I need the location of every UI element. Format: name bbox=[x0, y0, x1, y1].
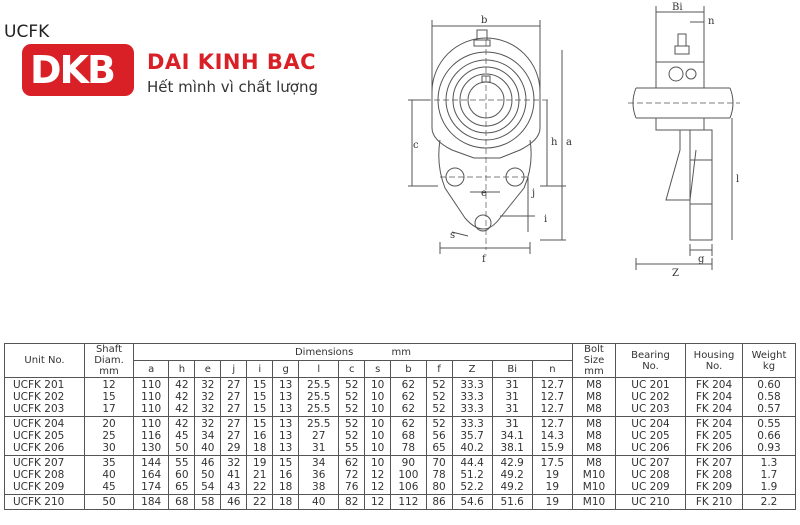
dimension-cell-j: 32 41 43 bbox=[221, 456, 247, 495]
dimension-cell-b: 90 100 106 bbox=[391, 456, 426, 495]
dimension-cell-g: 13 13 13 bbox=[273, 417, 299, 456]
shaft-diam-cell: 50 bbox=[85, 495, 134, 510]
header-dim-bi: Bi bbox=[492, 361, 532, 378]
dimension-cell-j: 46 bbox=[221, 495, 247, 510]
table-row-group bbox=[5, 495, 796, 510]
specification-table bbox=[4, 343, 796, 510]
front-view-drawing bbox=[408, 20, 566, 254]
shaft-diam-cell: 20 25 30 bbox=[85, 417, 134, 456]
dimension-cell-n: 12.7 14.3 15.9 bbox=[532, 417, 572, 456]
unit-no-cell: UCFK 207 UCFK 208 UCFK 209 bbox=[5, 456, 85, 495]
dimension-cell-i: 19 21 22 bbox=[247, 456, 273, 495]
housing-no-cell: FK 204 FK 205 FK 206 bbox=[686, 417, 743, 456]
dimension-cell-g: 18 bbox=[273, 495, 299, 510]
housing-no-cell: FK 210 bbox=[686, 495, 743, 510]
housing-no-cell: FK 207 FK 208 FK 209 bbox=[686, 456, 743, 495]
dimension-cell-a: 110 116 130 bbox=[134, 417, 169, 456]
header-dim-f: f bbox=[426, 361, 452, 378]
dimension-cell-bi: 51.6 bbox=[492, 495, 532, 510]
dimension-cell-e: 32 32 32 bbox=[195, 378, 221, 417]
dimension-cell-i: 15 16 18 bbox=[247, 417, 273, 456]
header-dim-a: a bbox=[134, 361, 169, 378]
bearing-no-cell: UC 210 bbox=[616, 495, 686, 510]
company-slogan: Hết mình vì chất lượng bbox=[147, 78, 319, 96]
dimension-cell-h: 55 60 65 bbox=[169, 456, 195, 495]
dimension-cell-bi: 42.9 49.2 49.2 bbox=[492, 456, 532, 495]
logo-text: DKB bbox=[30, 48, 114, 92]
dimension-cell-z: 44.4 51.2 52.2 bbox=[452, 456, 492, 495]
bearing-no-cell: UC 204 UC 205 UC 206 bbox=[616, 417, 686, 456]
dim-label-f: f bbox=[482, 254, 486, 265]
dimension-cell-f: 52 52 52 bbox=[426, 378, 452, 417]
bolt-size-cell: M8 M8 M8 bbox=[573, 378, 616, 417]
unit-no-cell: UCFK 204 UCFK 205 UCFK 206 bbox=[5, 417, 85, 456]
bolt-size-cell: M10 bbox=[573, 495, 616, 510]
dimension-cell-e: 46 50 54 bbox=[195, 456, 221, 495]
dimension-cell-l: 25.5 25.5 25.5 bbox=[299, 378, 339, 417]
dim-label-j: j bbox=[532, 188, 536, 199]
dimension-cell-c: 52 52 55 bbox=[339, 417, 365, 456]
dimension-cell-f: 70 78 80 bbox=[426, 456, 452, 495]
dimension-cell-c: 52 52 52 bbox=[339, 378, 365, 417]
dimension-cell-bi: 31 34.1 38.1 bbox=[492, 417, 532, 456]
shaft-diam-cell: 35 40 45 bbox=[85, 456, 134, 495]
dimension-cell-f: 86 bbox=[426, 495, 452, 510]
bearing-no-cell: UC 207 UC 208 UC 209 bbox=[616, 456, 686, 495]
dimension-cell-j: 27 27 29 bbox=[221, 417, 247, 456]
dimension-cell-z: 54.6 bbox=[452, 495, 492, 510]
header-bolt-size: Bolt Size mm bbox=[573, 344, 616, 378]
dimension-cell-h: 42 45 50 bbox=[169, 417, 195, 456]
header-dim-b: b bbox=[391, 361, 426, 378]
dimension-cell-c: 62 72 76 bbox=[339, 456, 365, 495]
weight-cell: 1.3 1.7 1.9 bbox=[743, 456, 796, 495]
dimension-cell-c: 82 bbox=[339, 495, 365, 510]
header-dim-e: e bbox=[195, 361, 221, 378]
dimension-cell-g: 13 13 13 bbox=[273, 378, 299, 417]
table-row-group bbox=[5, 456, 796, 495]
dimension-cell-s: 12 bbox=[365, 495, 391, 510]
dim-label-a: a bbox=[566, 137, 572, 148]
dimension-cell-n: 12.7 12.7 12.7 bbox=[532, 378, 572, 417]
dimension-cell-l: 40 bbox=[299, 495, 339, 510]
bolt-size-cell: M8 M10 M10 bbox=[573, 456, 616, 495]
header-housing-no: Housing No. bbox=[686, 344, 743, 378]
unit-no-cell: UCFK 210 bbox=[5, 495, 85, 510]
dimension-cell-n: 17.5 19 19 bbox=[532, 456, 572, 495]
dimension-cell-s: 10 10 10 bbox=[365, 417, 391, 456]
dimension-cell-l: 34 36 38 bbox=[299, 456, 339, 495]
dimension-cell-e: 32 34 40 bbox=[195, 417, 221, 456]
dimension-cell-e: 58 bbox=[195, 495, 221, 510]
dimension-cell-b: 112 bbox=[391, 495, 426, 510]
dimension-cell-s: 10 12 12 bbox=[365, 456, 391, 495]
dimension-cell-i: 22 bbox=[247, 495, 273, 510]
dim-label-h: h bbox=[551, 137, 558, 148]
table-row-group bbox=[5, 417, 796, 456]
bolt-size-cell: M8 M8 M8 bbox=[573, 417, 616, 456]
header-dim-l: l bbox=[299, 361, 339, 378]
dimension-cell-h: 42 42 42 bbox=[169, 378, 195, 417]
dimension-cell-b: 62 68 78 bbox=[391, 417, 426, 456]
shaft-diam-cell: 12 15 17 bbox=[85, 378, 134, 417]
dimension-cell-n: 19 bbox=[532, 495, 572, 510]
dimension-cell-l: 25.5 27 31 bbox=[299, 417, 339, 456]
dimension-cell-a: 110 110 110 bbox=[134, 378, 169, 417]
header-dim-j: j bbox=[221, 361, 247, 378]
dimension-cell-g: 15 16 18 bbox=[273, 456, 299, 495]
dimension-cell-h: 68 bbox=[169, 495, 195, 510]
header-shaft-diam: Shaft Diam. mm bbox=[85, 344, 134, 378]
weight-cell: 0.55 0.66 0.93 bbox=[743, 417, 796, 456]
dim-label-l: l bbox=[736, 174, 740, 185]
dim-label-bi: Bi bbox=[672, 2, 683, 13]
dimension-cell-z: 33.3 35.7 40.2 bbox=[452, 417, 492, 456]
header-dim-s: s bbox=[365, 361, 391, 378]
side-view-drawing bbox=[628, 6, 740, 270]
specification-table-body bbox=[5, 378, 796, 510]
dim-label-z: Z bbox=[672, 268, 679, 279]
dimension-cell-j: 27 27 27 bbox=[221, 378, 247, 417]
dim-label-i: i bbox=[544, 214, 548, 225]
dim-label-g: g bbox=[698, 254, 705, 265]
table-row-group bbox=[5, 378, 796, 417]
product-code-label: UCFK bbox=[4, 22, 50, 42]
dimension-cell-a: 184 bbox=[134, 495, 169, 510]
header-dim-g: g bbox=[273, 361, 299, 378]
dimension-cell-b: 62 62 62 bbox=[391, 378, 426, 417]
header-dim-n: n bbox=[532, 361, 572, 378]
header-dimensions: Dimensions mm bbox=[134, 344, 573, 361]
weight-cell: 0.60 0.58 0.57 bbox=[743, 378, 796, 417]
dim-label-c: c bbox=[413, 140, 419, 151]
header-dim-i: i bbox=[247, 361, 273, 378]
header-bearing-no: Bearing No. bbox=[616, 344, 686, 378]
bearing-no-cell: UC 201 UC 202 UC 203 bbox=[616, 378, 686, 417]
dimension-cell-bi: 31 31 31 bbox=[492, 378, 532, 417]
dim-label-n: n bbox=[708, 16, 715, 27]
company-name: DAI KINH BAC bbox=[147, 50, 317, 74]
dim-label-b: b bbox=[481, 15, 488, 26]
housing-no-cell: FK 204 FK 204 FK 204 bbox=[686, 378, 743, 417]
dimension-cell-i: 15 15 15 bbox=[247, 378, 273, 417]
dim-label-s: s bbox=[450, 230, 456, 241]
header-dim-h: h bbox=[169, 361, 195, 378]
dimension-cell-f: 52 56 65 bbox=[426, 417, 452, 456]
dimension-cell-s: 10 10 10 bbox=[365, 378, 391, 417]
dimension-cell-z: 33.3 33.3 33.3 bbox=[452, 378, 492, 417]
weight-cell: 2.2 bbox=[743, 495, 796, 510]
header-dim-z: Z bbox=[452, 361, 492, 378]
unit-no-cell: UCFK 201 UCFK 202 UCFK 203 bbox=[5, 378, 85, 417]
header-unit-no: Unit No. bbox=[5, 344, 85, 378]
dim-label-e: e bbox=[481, 188, 487, 199]
dimension-cell-a: 144 164 174 bbox=[134, 456, 169, 495]
header-dim-c: c bbox=[339, 361, 365, 378]
header-weight: Weight kg bbox=[743, 344, 796, 378]
